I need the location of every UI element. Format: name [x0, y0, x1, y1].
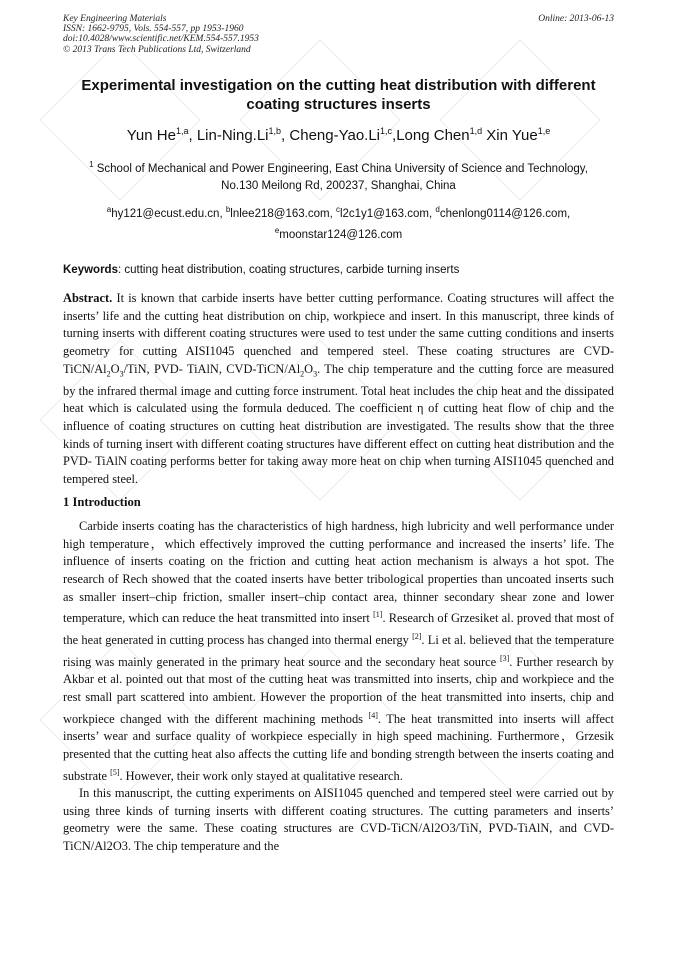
author-name: Cheng-Yao.Li: [289, 126, 381, 144]
journal-header: [63, 14, 614, 55]
author-name: Long Chen: [396, 126, 470, 144]
keywords: [63, 264, 614, 276]
author-sup: 1,b: [268, 125, 282, 136]
paragraph-text: Carbide inserts coating has the characteristics of high hardness, high lubricity and well performance under high temperature，which effectively improved the cutting performance and increased the inserts’ life. The influence of inserts coating on the friction and cutting heat action mechanism is always a hot spot. The research of Rech showed that the coated inserts have better tribological properties than uncoated inserts such as smaller insert–chip friction, smaller insert–chip contact area, thinner secondary shear zone and lower temperature, which can reduce the heat transmitted into insert: [63, 519, 614, 626]
email-sup: b: [225, 204, 231, 214]
email-link[interactable]: chenlong0114@126.com: [439, 207, 568, 220]
affiliation: [63, 156, 614, 195]
affiliation-line2: No.130 Meilong Rd, 200237, Shanghai, China: [221, 179, 456, 192]
author-name: Yun He: [126, 126, 176, 144]
journal-name: Key Engineering Materials: [63, 14, 167, 24]
paragraph-text: . Further research by Akbar et al. pointed out that most of the cutting heat was transmitted into inserts, chip and workpiece and the rest small part scattered into ambient. However the proportion of the heat transmitted into inserts, chip and workpiece changed with the different machining methods: [63, 654, 614, 726]
email-link[interactable]: moonstar124@126.com: [279, 229, 403, 242]
paper-page: [63, 14, 614, 856]
abstract-text: . The chip temperature and the cutting force are measured by the infrared thermal image and cutting force instrument. Total heat includes the chip heat and the dissipated heat which is calculated using the formula deduced. The coefficient η of cutting heat flow of chip and the influence of coating structures on cutting heat distribution are investigated. The results show that the three kinds of turning insert with different coating structures have different effect on cutting heat distribution and the PVD- TiAlN coating performs better for taking away more heat on chip when turning AISI1045 quenched and tempered steel.: [63, 361, 614, 486]
abstract-text: O: [304, 361, 314, 376]
author-list: Yun He$^{1,a}$, Lin-Ning.Li$^{1,b}$, Cheng-Yao.Li$^{1,c}$,Long Chen$^{1,d}$ Xin Yue$^{1,e}$: [126, 125, 551, 144]
email-sup: d: [435, 204, 440, 214]
section-heading: 1 Introduction: [63, 495, 141, 510]
abstract: [63, 290, 614, 488]
email-link[interactable]: lnlee218@163.com: [230, 207, 330, 220]
citation-ref[interactable]: [2]: [412, 631, 422, 641]
author-sup: 1,a: [175, 125, 189, 136]
email-sup: a: [106, 204, 112, 214]
body-paragraph: In this manuscript, the cutting experiments on AISI1045 quenched and tempered steel were carried out by using three kinds of turning inserts with different coating structures. The cutting parameters and inserts’ geometry were the same. These coating structures are CVD-TiCN/Al2O3/TiN, PVD-TiAlN, and CVD-TiCN/Al2O3. The chip temperature and the: [63, 786, 614, 854]
affiliation-sup: 1: [89, 159, 94, 169]
citation-ref[interactable]: [3]: [499, 653, 510, 663]
author-sup: 1,c: [380, 125, 393, 136]
keywords-text: : cutting heat distribution, coating structures, carbide turning inserts: [117, 264, 460, 277]
paragraph-text: . Li et al. believed that the temperature rising was mainly generated in the primary heat source and the secondary heat source: [63, 633, 614, 669]
email-link[interactable]: l2c1y1@163.com: [339, 207, 429, 220]
journal-issn: ISSN: 1662-9795, Vols. 554-557, pp 1953-1960: [63, 24, 244, 35]
abstract-text: It is known that carbide inserts have better cutting performance. Coating structures will affect the inserts’ life and the cutting heat distribution on chip, workpiece and insert. In this manuscript, three kinds of turning inserts with different coating structures were used to test under the same cutting conditions and inserts geometry for cutting AISI1045 quenched and tempered steel. These coating structures are CVD-TiCN/Al: [63, 291, 614, 376]
affiliation-line1: School of Mechanical and Power Engineering, East China University of Science and Technology,: [96, 162, 588, 175]
paragraph-text: . However, their work only stayed at qualitative research.: [119, 768, 403, 783]
subscript: 2: [106, 369, 111, 379]
subscript: 3: [313, 369, 318, 379]
email-sup: c: [335, 204, 340, 214]
citation-ref[interactable]: [5]: [110, 767, 120, 777]
paragraph-text: . Research of Grzesiket al. proved that most of the heat generated in cutting process has changed into thermal energy: [63, 611, 614, 648]
author-name: Lin-Ning.Li: [196, 126, 269, 144]
keywords-label: Keywords: [63, 264, 118, 277]
author-name: Xin Yue: [486, 126, 538, 144]
email-list: $^a$hy121@ecust.edu.cn, $^b$lnlee218@163.com, $^c$l2c1y1@163.com, $^d$chenlong0114@126.com, $^e$moonstar124@126.com: [106, 204, 571, 242]
body-paragraph: [63, 518, 614, 785]
email-link[interactable]: hy121@ecust.edu.cn: [111, 207, 220, 220]
journal-doi[interactable]: doi:10.4028/www.scientific.net/KEM.554-557.1953: [63, 34, 259, 45]
abstract-text: /TiN, PVD- TiAlN, CVD-TiCN/Al: [123, 361, 301, 376]
author-sup: 1,d: [469, 125, 483, 136]
subscript: 2: [300, 369, 305, 379]
author-sup: 1,e: [537, 125, 551, 136]
email-sup: e: [274, 226, 280, 236]
citation-ref[interactable]: [4]: [368, 710, 378, 720]
paper-title: Experimental investigation on the cutting heat distribution with different coating structures inserts: [81, 76, 596, 113]
abstract-label: Abstract.: [63, 291, 113, 306]
online-date: Online: 2013-06-13: [538, 14, 614, 24]
citation-ref[interactable]: [1]: [373, 610, 383, 620]
abstract-text: O: [110, 361, 120, 376]
journal-copyright: © 2013 Trans Tech Publications Ltd, Switzerland: [63, 44, 251, 55]
subscript: 3: [119, 369, 124, 379]
paragraph-text: . The heat transmitted into inserts will affect inserts’ wear and surface quality of workpiece especially in high speed machining. Furthermore，Grzesik presented that the cutting heat also affects the cutting life and bonding strength between the inserts coating and substrate: [63, 711, 615, 783]
